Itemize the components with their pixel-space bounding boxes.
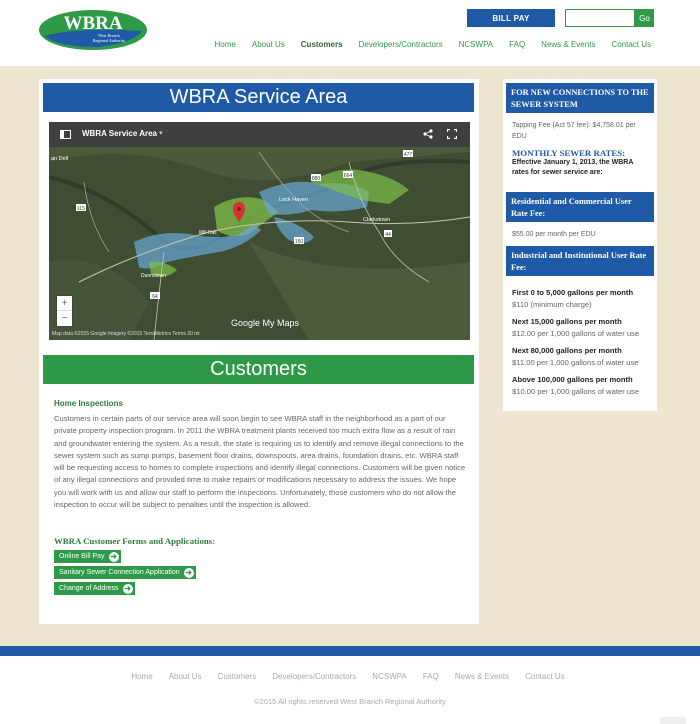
footer-link-contact-us[interactable]: Contact Us — [525, 672, 565, 681]
map-zoom-control — [57, 296, 72, 326]
main-nav — [215, 40, 651, 49]
map-legend-icon[interactable] — [60, 130, 71, 139]
nav-home[interactable]: Home — [214, 40, 236, 49]
tier-value: $11.00 per 1,000 gallons of water use — [512, 358, 639, 367]
footer-link-customers[interactable]: Customers — [217, 672, 257, 681]
wbra-logo[interactable] — [38, 9, 148, 51]
residential-fee: $55.00 per month per EDU — [512, 231, 596, 238]
new-connections-heading: FOR NEW CONNECTIONS TO THE SEWER SYSTEM — [506, 83, 654, 113]
tapping-fee: Tapping Fee (Act 57 fee): $4,758.01 per EDU — [512, 122, 636, 140]
place-label: an Dell — [51, 156, 69, 162]
map-credit[interactable]: Map data ©2015 Google Imagery ©2015 TerraMetrics Terms 20 mi — [52, 331, 200, 337]
place-label: Dunnstown — [141, 273, 167, 279]
nav-customers[interactable]: Customers — [300, 40, 343, 49]
tier-label: Next 15,000 gallons per month — [512, 317, 622, 326]
service-area-map[interactable] — [49, 122, 470, 340]
route-label: 664 — [343, 173, 353, 179]
footer-link-news-events[interactable]: News & Events — [454, 672, 510, 681]
nav-faq[interactable]: FAQ — [509, 40, 526, 49]
nav-developers-contractors[interactable]: Developers/Contractors — [358, 40, 443, 49]
effective-note: Effective January 1, 2013, the WBRA rates for sewer service are: — [512, 159, 634, 176]
nav-about-us[interactable]: About Us — [251, 40, 285, 49]
service-area-title: WBRA Service Area — [43, 83, 474, 112]
zoom-out-button[interactable]: − — [61, 313, 68, 324]
route-label: 44 — [385, 232, 391, 238]
customers-title: Customers — [43, 355, 474, 384]
site-header — [0, 0, 700, 66]
tier-value: $12.00 per 1,000 gallons of water use — [512, 329, 640, 338]
logo-tagline-1: West Branch — [98, 33, 120, 38]
tier-value: $110 (minimum charge) — [512, 300, 592, 309]
place-label: Lock Haven — [279, 197, 309, 203]
button-label: Change of Address — [59, 585, 119, 592]
arrow-right-icon: ➜ — [110, 551, 117, 561]
brand-google: Google — [231, 318, 261, 328]
nav-news-events[interactable]: News & Events — [541, 40, 596, 49]
footer-link-ncswpa[interactable]: NCSWPA — [372, 672, 407, 681]
map-imagery — [49, 122, 470, 340]
search-input[interactable] — [565, 9, 635, 27]
fullscreen-icon[interactable] — [447, 129, 457, 139]
zoom-in-button[interactable]: + — [57, 296, 72, 311]
industrial-heading: Industrial and Institutional User Rate Fee: — [506, 246, 654, 276]
footer-link-developers-contractors[interactable]: Developers/Contractors — [272, 672, 357, 681]
residential-heading: Residential and Commercial User Rate Fee: — [506, 192, 654, 222]
footer-nav — [0, 672, 700, 681]
footer-divider — [0, 646, 700, 656]
bill-pay-button[interactable]: BILL PAY — [467, 9, 555, 27]
route-label: 115 — [77, 206, 85, 212]
online-bill-pay-button[interactable] — [54, 550, 121, 563]
tier-label: Above 100,000 gallons per month — [512, 375, 633, 384]
route-label: 150 — [294, 239, 304, 245]
route-label: 477 — [403, 152, 413, 158]
nav-ncswpa[interactable]: NCSWPA — [458, 40, 494, 49]
sewer-connection-application-button[interactable] — [54, 566, 196, 579]
tier-label: First 0 to 5,000 gallons per month — [512, 288, 634, 297]
button-label: Sanitary Sewer Connection Application — [59, 569, 180, 576]
place-label: Mill Hall — [199, 230, 217, 236]
logo-tagline-2: Regional Authority — [92, 38, 126, 43]
forms-heading: WBRA Customer Forms and Applications: — [54, 536, 216, 546]
footer-link-home[interactable]: Home — [131, 672, 153, 681]
footer-link-faq[interactable]: FAQ — [422, 672, 439, 681]
change-of-address-button[interactable] — [54, 582, 135, 595]
home-inspections-body: Customers in certain parts of our service area will soon begin to see WBRA staff in the neighborhood as a part of our private property inspection program. In 2011 the WBRA treatment plants received too much extra flow as a result of rain and groundwater entering the system. As a result, the state is requiring us to identify and remove illegal connections to the sewer system such as sump pumps, basement floor drains, downspouts, area drains, foundation drains, etc. WBRA staff will be requesting access to homes to complete inspections and identify illegal connections. Customers will be given notice of any illegal connections and provided time to make repairs or modifications necessary to address the issues. We hope you will work with us and allow our staff to perform the inspections. Unfortunately, those customers who do not allow the inspection to occur will be subject to penalties until the inspection is allowed. — [54, 414, 466, 510]
map-branding — [231, 318, 299, 328]
map-title: WBRA Service Area — [82, 129, 157, 138]
main-content — [39, 79, 479, 624]
monthly-rates-heading: MONTHLY SEWER RATES: — [512, 148, 626, 158]
route-label: 880 — [311, 176, 321, 182]
place-label: Clarkstown — [363, 217, 391, 223]
arrow-right-icon: ➜ — [124, 583, 131, 593]
search-go-button[interactable]: Go — [635, 9, 654, 27]
scroll-to-top-button[interactable] — [660, 717, 686, 724]
tier-value: $10.00 per 1,000 gallons of water use — [512, 387, 640, 396]
home-inspections-heading: Home Inspections — [54, 399, 123, 408]
logo-text: WBRA — [63, 13, 123, 34]
map-menu-caret-icon[interactable]: ▾ — [159, 130, 163, 137]
route-label: 64 — [152, 294, 158, 300]
nav-contact-us[interactable]: Contact Us — [611, 40, 651, 49]
copyright: ©2015 All rights reserved West Branch Regional Authority — [254, 697, 446, 706]
footer-link-about-us[interactable]: About Us — [168, 672, 202, 681]
rates-sidebar — [503, 79, 657, 411]
share-icon[interactable] — [423, 129, 433, 139]
tier-label: Next 80,000 gallons per month — [512, 346, 622, 355]
button-label: Online Bill Pay — [59, 553, 105, 560]
arrow-right-icon: ➜ — [185, 567, 192, 577]
brand-mymaps: My Maps — [262, 318, 300, 328]
